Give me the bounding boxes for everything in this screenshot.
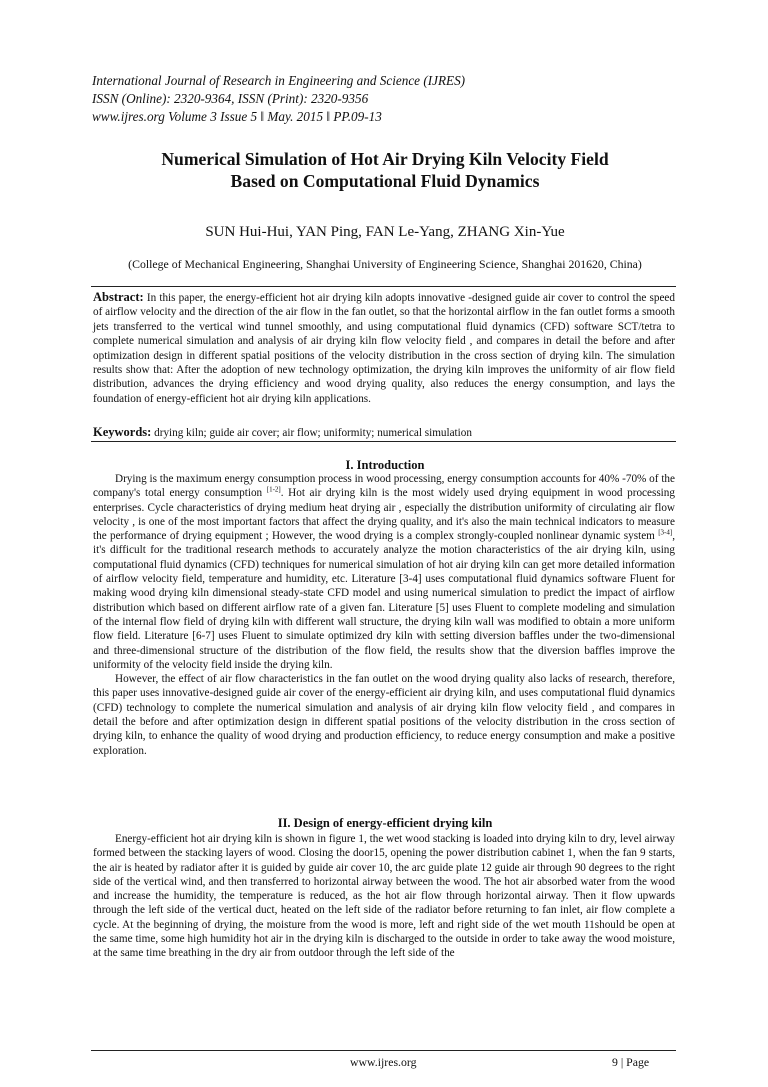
paper-title [60, 148, 710, 192]
abstract-label: Abstract: [93, 290, 144, 304]
introduction-paragraph-1: Drying is the maximum energy consumption process in wood processing, energy consumption accounts for 40% -70% of the company's total energy consumption [1-2]. Hot air drying kiln is the most widely used drying equipment in wood processing enterprises. Cycle characteristics of drying medium heat drying air , especially the distribution uniformity of circulating air flow velocity , is one of the most important factors that affect the drying quality, and it's also the main technical indicators to measure the performance of drying equipment ; However, the wood drying is a complex strongly-coupled nonlinear dynamic system [3-4], it's difficult for the traditional research methods to accurately analyze the motion characteristics of the air drying kiln, using computational fluid dynamics (CFD) techniques for numerical simulation of hot air drying kiln can get more detailed information of airflow velocity field, temperature and humidity, etc. Literature [3-4] uses computational fluid dynamics software Fluent for making wood drying kiln dimensional steady-state CFD model and using numerical simulation to predict the impact of airflow distribution which based on different airflow rate of a given fan. Literature [5] uses Fluent to complete modeling and simulation of the internal flow field of drying kiln with different wall structure, the drying kiln wall was modified to obtain a more uniform flow field. Literature [6-7] uses Fluent to simulate optimized dry kiln with setting diversion baffles under the two-dimensional and three-dimensional structure of the distribution of the flow field, the results show that the diversion baffles improve the uniformity of the velocity field inside the drying kiln. [93, 473, 675, 671]
abstract-text: In this paper, the energy-efficient hot air drying kiln adopts innovative -designed guide air cover to control the speed of airflow velocity and the direction of the air flow in the fan outlet, so that the horizontal airflow in the fan outlet forms a smooth jets transferred to the vertical wind tunnel smoothly, and using computational fluid dynamics (CFD) software SCT/tetra to complete numerical simulation and analysis of air drying kiln flow velocity field , and compares in detail the before and after optimization design in different spatial positions of the velocity distribution in the cross section of drying kiln. The simulation results show that: After the adoption of new technology optimization, the drying kiln improves the uniformity of air flow field distribution, advances the drying efficiency and wood drying quality, also reduces the energy consumption, and lays the foundation of energy-efficient hot air drying kiln applications. [93, 292, 675, 405]
introduction-paragraph-2: However, the effect of air flow characteristics in the fan outlet on the wood drying quality also lacks of research, therefore, this paper uses innovative-designed guide air cover of the energy-efficient air drying kiln, and uses computational fluid dynamics (CFD) technology to complete the numerical simulation and analysis of air drying kiln flow velocity field , and compares in detail the before and after optimization design in different spatial positions of the velocity distribution in the cross section of drying kiln, to enhance the quality of wood drying and production efficiency, to reduce energy consumption and make a positive exploration. [93, 673, 675, 757]
journal-name: International Journal of Research in Engineering and Science (IJRES) [92, 73, 466, 88]
section-heading-design: II. Design of energy-efficient drying kiln [277, 816, 493, 830]
section-heading-introduction: I. Introduction [345, 458, 425, 472]
citation-3-4: [3-4] [658, 528, 673, 537]
paper-title-line-1: Numerical Simulation of Hot Air Drying Kiln Velocity Field [161, 149, 609, 169]
abstract-bottom-rule [91, 441, 676, 442]
footer-website: www.ijres.org [350, 1055, 417, 1069]
journal-volume: www.ijres.org Volume 3 Issue 5 ǁ May. 2015 ǁ PP.09-13 [92, 109, 382, 124]
abstract-top-rule [91, 286, 676, 287]
journal-header [92, 72, 692, 126]
design-body [93, 832, 675, 961]
introduction-body [93, 472, 675, 758]
footer-page-number: 9 | Page [612, 1055, 650, 1069]
paper-title-line-2: Based on Computational Fluid Dynamics [230, 171, 540, 191]
footer-rule [91, 1050, 676, 1051]
author-list: SUN Hui-Hui, YAN Ping, FAN Le-Yang, ZHANG Xin-Yue [205, 224, 565, 240]
journal-issn: ISSN (Online): 2320-9364, ISSN (Print): 2320-9356 [92, 91, 369, 106]
abstract [93, 290, 675, 406]
keywords-text: drying kiln; guide air cover; air flow; uniformity; numerical simulation [154, 427, 472, 439]
keywords [93, 425, 675, 440]
author-affiliation: (College of Mechanical Engineering, Shanghai University of Engineering Science, Shanghai 201620, China) [128, 257, 642, 271]
design-paragraph-1: Energy-efficient hot air drying kiln is shown in figure 1, the wet wood stacking is loaded into drying kiln to dry, level airway formed between the stacking layers of wood. Closing the door15, opening the power distribution cabinet 1, when the fan 9 starts, the air is heated by radiator after it is guided by guide air cover 10, the arc guide plate 12 guide air through 90 degrees to the right side of the vertical wind, and then transferred to horizontal airway between the wood. The hot air absorbed water from the wood and increase the humidity, the temperature is reduced, as the hot air flow through horizontal airway. Then it flow upwards through the left side of the vertical duct, heated on the left side of the radiator before returning to fan inlet, air flow complete a cycle. At the beginning of drying, the moisture from the wood is more, left and right side of the wet mouth 11should be open at the same time, some high humidity hot air in the drying kiln is discharged to the outside in order to take away the wood moisture, at the same time breathing in the dry air from outdoor through the left side of the [93, 833, 675, 960]
citation-1-2: [1-2] [266, 485, 281, 494]
keywords-label: Keywords: [93, 425, 152, 439]
